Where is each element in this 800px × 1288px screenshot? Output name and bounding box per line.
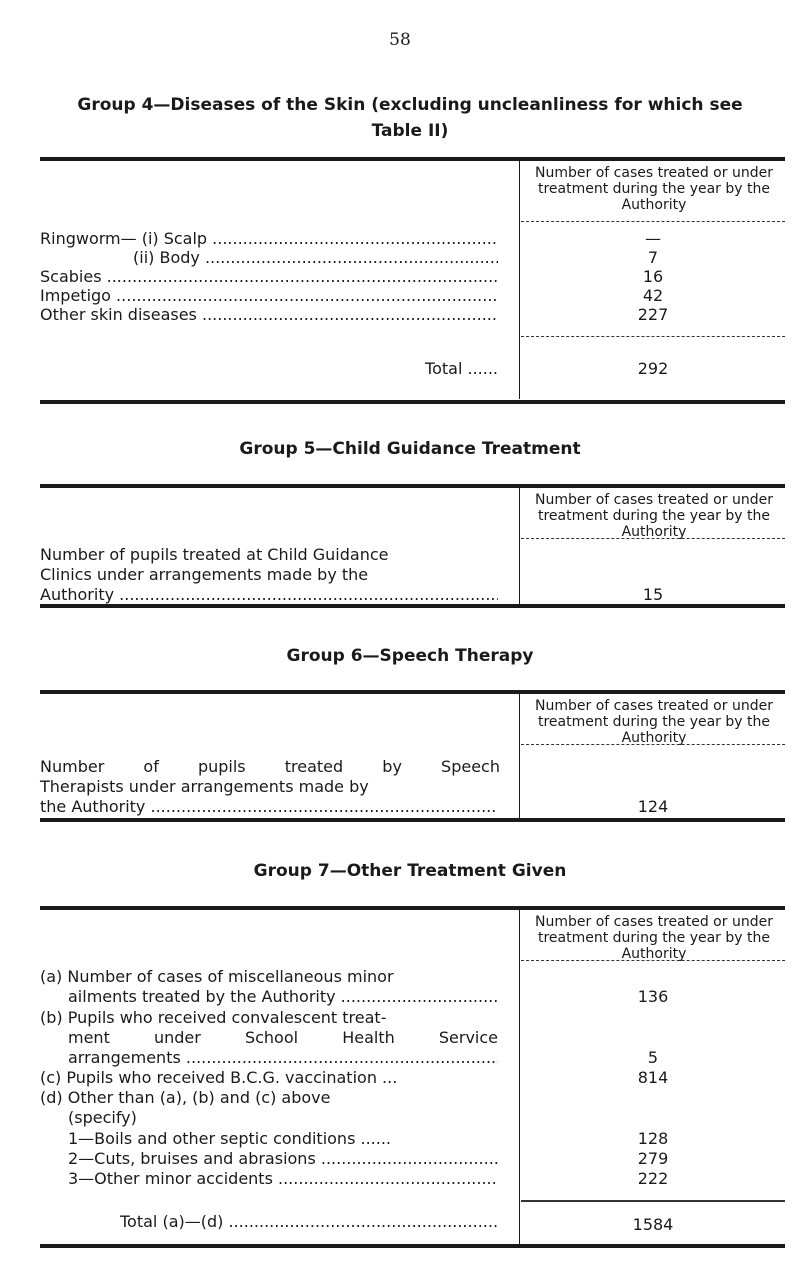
group5-value: 15 — [642, 585, 664, 604]
group5-description — [40, 545, 500, 604]
group7-b-value: 5 — [647, 1048, 659, 1067]
group7-total-label: Total (a)—(d) ..... — [120, 1212, 498, 1231]
group5-bottom-rule — [40, 604, 785, 608]
group6-bottom-rule — [40, 818, 785, 822]
group5-column-divider — [519, 488, 520, 606]
group6-line1: Number of pupils treated by Speech — [40, 757, 500, 776]
group6-header-underline — [521, 744, 785, 745]
group4-title-line1: Group 4—Diseases of the Skin (excluding uncleanliness for which see — [77, 95, 743, 115]
group4-total-label: Total ...... — [425, 359, 498, 378]
group4-column-divider — [519, 161, 520, 399]
group6-column-divider — [519, 694, 520, 820]
group6-title: Group 6—Speech Therapy — [286, 646, 534, 666]
group7-c-value: 814 — [637, 1068, 669, 1087]
group7-total-value: 1584 — [632, 1215, 674, 1234]
group7-title: Group 7—Other Treatment Given — [253, 861, 567, 881]
group4-value-impetigo: 42 — [642, 286, 664, 305]
group7-b-line2: ment under School Health Service — [68, 1028, 498, 1047]
group4-column-header: Number of cases treated or under treatment during the year by the Authority — [535, 165, 773, 213]
group7-header-underline — [521, 960, 785, 961]
group4-header-underline — [521, 221, 785, 222]
group7-b-line1: (b) Pupils who received convalescent treat- — [40, 1008, 387, 1027]
group7-total-rule — [521, 1200, 785, 1202]
group7-d2-line: 2—Cuts, bruises and abrasions ..... — [68, 1149, 498, 1168]
group5-line1: Number of pupils treated at Child Guidance — [40, 545, 389, 564]
group7-column-header: Number of cases treated or under treatment during the year by the Authority — [535, 914, 773, 962]
group4-total-rule — [521, 336, 785, 337]
group7-c-line: (c) Pupils who received B.C.G. vaccination ... — [40, 1068, 398, 1087]
group4-value-scabies: 16 — [642, 267, 664, 286]
group6-value: 124 — [637, 797, 669, 816]
group4-bottom-rule — [40, 400, 785, 404]
group5-header-underline — [521, 538, 785, 539]
group6-description — [40, 757, 500, 816]
group5-line2: Clinics under arrangements made by the — [40, 565, 369, 584]
group5-title: Group 5—Child Guidance Treatment — [239, 439, 581, 459]
group7-column-divider — [519, 910, 520, 1245]
page-number: 58 — [389, 30, 411, 50]
group4-value-other-skin: 227 — [637, 305, 669, 324]
group7-d1-value: 128 — [637, 1129, 669, 1148]
group7-d2-value: 279 — [637, 1149, 669, 1168]
group6-top-rule — [40, 690, 785, 694]
group4-row-ringworm-scalp: Ringworm— (i) Scalp ..... — [40, 229, 498, 248]
group4-top-rule — [40, 157, 785, 161]
group7-d-line1: (d) Other than (a), (b) and (c) above — [40, 1088, 331, 1107]
group4-row-impetigo: Impetigo ..... — [40, 286, 498, 305]
group4-value-ringworm-body: 7 — [647, 248, 659, 267]
group7-a-line2: ailments treated by the Authority ..... — [68, 987, 498, 1006]
group7-top-rule — [40, 906, 785, 910]
group7-d3-value: 222 — [637, 1169, 669, 1188]
group5-column-header: Number of cases treated or under treatment during the year by the Authority — [535, 492, 773, 540]
group4-row-other-skin: Other skin diseases ..... — [40, 305, 498, 324]
group7-d3-line: 3—Other minor accidents ..... — [68, 1169, 498, 1188]
group4-total-value: 292 — [637, 359, 669, 378]
group6-column-header: Number of cases treated or under treatment during the year by the Authority — [535, 698, 773, 746]
group7-d-line2: (specify) — [68, 1108, 137, 1127]
group4-row-scabies: Scabies ..... — [40, 267, 498, 286]
group5-line3: Authority ..... — [40, 585, 498, 604]
group7-b-line3: arrangements ..... — [68, 1048, 498, 1067]
group4-title — [40, 92, 780, 144]
group4-title-line2: Table II) — [371, 121, 449, 141]
group4-row-ringworm-body: (ii) Body ..... — [133, 248, 498, 267]
group4-value-ringworm-scalp: — — [645, 229, 661, 248]
group6-line2: Therapists under arrangements made by — [40, 777, 369, 796]
group7-a-value: 136 — [637, 987, 669, 1006]
group5-top-rule — [40, 484, 785, 488]
group6-line3: the Authority ..... — [40, 797, 498, 816]
group7-a-line1: (a) Number of cases of miscellaneous minor — [40, 967, 394, 986]
group7-bottom-rule — [40, 1244, 785, 1248]
group7-d1-line: 1—Boils and other septic conditions ...... — [68, 1129, 392, 1148]
